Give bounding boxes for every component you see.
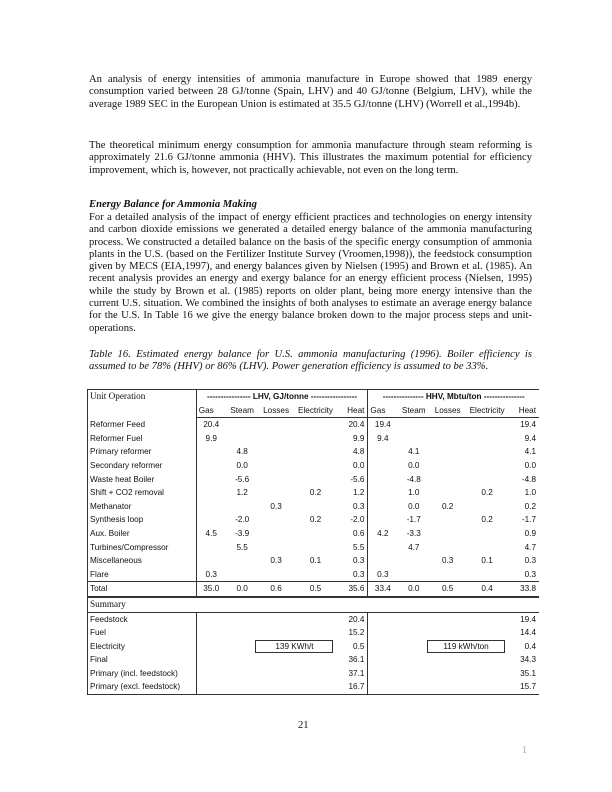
lhv-losses-cell	[259, 432, 294, 446]
col-header-steam: Steam	[397, 404, 430, 418]
col-header-losses: Losses	[430, 404, 465, 418]
lhv-steam-cell	[226, 418, 259, 432]
hhv-electricity-cell	[465, 568, 509, 582]
hhv-steam-cell: -4.8	[406, 474, 421, 484]
hhv-steam-cell: -1.7	[406, 515, 421, 525]
row-label: Miscellaneous	[88, 554, 197, 568]
lhv-electricity-cell: 0.1	[309, 556, 322, 566]
hhv-losses-cell	[430, 486, 465, 500]
paragraph-energy-balance: For a detailed analysis of the impact of energy efficient practices and technologies on energy intensity and carbon dioxide emissions we generated a detailed energy balance of the ammonia manufacturing process. We constructed a detailed balance on the basis of the specific energy consumption of ammonia plants in the U.S. (based on the Fertilizer Institute Survey (Vroomen,1998)), the feedstock consumption given by MECS (EIA,1997), and energy balances given by Nielsen (1995) and Brown et al. (1985). An recent analysis provides an energy and exergy balance for an energy efficient process (Nielsen, 1995) while the study by Brown et al. (1985) reports on older plant, being more energy intensive than the current U.S. situation. We combined the insights of both analyses to estimate an average energy balance for the U.S. In Table 16 we give the energy balance broken down to the major process steps and unit-operations.	[89, 212, 532, 334]
lhv-electricity-cell: 0.2	[309, 488, 322, 498]
hhv-steam-cell: 4.1	[408, 447, 420, 457]
lhv-summary-value: 16.7	[337, 680, 367, 694]
hhv-summary-spacer	[368, 626, 509, 640]
lhv-gas-cell	[196, 473, 225, 487]
lhv-electricity-cell	[294, 568, 338, 582]
summary-header-row	[88, 597, 540, 612]
row-label: Secondary reformer	[88, 459, 197, 473]
lhv-steam-cell: 5.5	[236, 542, 248, 552]
hhv-heat-cell: 19.4	[520, 420, 536, 430]
lhv-electricity-cell	[294, 500, 338, 514]
summary-row-label: Fuel	[88, 626, 197, 640]
page-number: 21	[298, 720, 309, 731]
lhv-gas-cell	[196, 500, 225, 514]
table-row	[88, 541, 540, 555]
summary-row	[88, 667, 540, 681]
hhv-steam-cell: 4.7	[408, 542, 420, 552]
lhv-steam-cell: 4.8	[236, 447, 248, 457]
lhv-electricity-cell	[294, 418, 338, 432]
lhv-losses-cell	[259, 418, 294, 432]
lhv-group-header: ---------------- LHV, GJ/tonne -----------------	[196, 390, 368, 404]
summary-row-label: Electricity	[88, 640, 197, 654]
table-row	[88, 459, 540, 473]
hhv-steam-cell	[397, 418, 430, 432]
lhv-losses-cell	[259, 473, 294, 487]
lhv-steam-cell	[226, 500, 259, 514]
hhv-steam-cell	[397, 554, 430, 568]
table-header-row	[88, 390, 540, 404]
hhv-heat-cell: -4.8	[521, 474, 536, 484]
hhv-summary-spacer	[368, 612, 509, 626]
paragraph-europe-energy: An analysis of energy intensities of ammonia manufacture in Europe showed that 1989 energy consumption varied between 28 GJ/tonne (Spain, LHV) and 40 GJ/tonne (Belgium, LHV), while the average 1989 SEC in the European Union is estimated at 35.5 GJ/tonne (LHV) (Worrell et al.,1994b).	[89, 74, 532, 110]
hhv-heat-cell: 0.0	[524, 460, 536, 470]
lhv-losses-cell	[259, 513, 294, 527]
hhv-losses-cell	[430, 432, 465, 446]
hhv-summary-spacer	[368, 640, 509, 654]
lhv-summary-spacer	[196, 612, 337, 626]
hhv-electricity-cell: 0.4	[465, 582, 509, 597]
lhv-heat-cell: 1.2	[353, 488, 365, 498]
row-label: Reformer Fuel	[88, 432, 197, 446]
hhv-heat-cell: 0.3	[524, 569, 536, 579]
lhv-steam-cell	[226, 554, 259, 568]
lhv-steam-cell: 0.0	[236, 460, 248, 470]
row-label: Total	[88, 582, 197, 597]
hhv-gas-cell	[368, 500, 397, 514]
row-label: Synthesis loop	[88, 513, 197, 527]
lhv-heat-cell: -5.6	[350, 474, 365, 484]
lhv-electricity-cell	[294, 445, 338, 459]
lhv-losses-cell: 0.3	[270, 556, 282, 566]
hhv-heat-cell: 0.9	[524, 528, 536, 538]
lhv-heat-cell: 35.6	[337, 582, 367, 597]
hhv-summary-value: 14.4	[520, 628, 536, 638]
lhv-electricity-cell	[294, 473, 338, 487]
col-header-heat: Heat	[509, 404, 539, 418]
summary-row	[88, 626, 540, 640]
col-header-gas: Gas	[368, 404, 397, 418]
table-row	[88, 486, 540, 500]
row-label: Shift + CO2 removal	[88, 486, 197, 500]
hhv-heat-cell: 4.1	[524, 447, 536, 457]
summary-row-label: Primary (excl. feedstock)	[88, 680, 197, 694]
lhv-summary-value: 20.4	[348, 614, 365, 624]
hhv-heat-cell: 1.0	[524, 488, 536, 498]
hhv-steam-cell: 0.0	[397, 582, 430, 597]
table-caption: Table 16. Estimated energy balance for U.S. ammonia manufacturing (1996). Boiler efficiency is assumed to be 78% (HHV) or 86% (LHV). Power generation efficiency is assumed to be 33%.	[89, 349, 532, 373]
table-row	[88, 568, 540, 582]
lhv-losses-cell: 0.3	[270, 501, 282, 511]
hhv-heat-cell: -1.7	[521, 515, 536, 525]
hhv-steam-cell: -3.3	[406, 528, 421, 538]
hhv-summary-spacer	[368, 680, 509, 694]
lhv-steam-cell	[226, 432, 259, 446]
hhv-summary-spacer	[368, 653, 509, 667]
hhv-steam-cell	[397, 432, 430, 446]
lhv-electricity-cell	[294, 459, 338, 473]
hhv-losses-cell	[430, 473, 465, 487]
summary-row-label: Final	[88, 653, 197, 667]
table-row	[88, 527, 540, 541]
paragraph-theoretical-minimum: The theoretical minimum energy consumption for ammonia manufacture through steam reforming is approximately 21.6 GJ/tonne ammonia (HHV). This illustrates the maximum potential for efficiency improvement, which is, however, not practically achievable, not even on the long term.	[89, 140, 532, 176]
lhv-losses-cell: 0.6	[259, 582, 294, 597]
hhv-heat-cell: 33.8	[509, 582, 539, 597]
row-label: Primary reformer	[88, 445, 197, 459]
section-heading: Energy Balance for Ammonia Making	[89, 199, 257, 210]
lhv-steam-cell: 0.0	[226, 582, 259, 597]
hhv-summary-value: 15.7	[509, 680, 539, 694]
lhv-electricity-cell	[294, 432, 338, 446]
summary-row	[88, 640, 540, 654]
lhv-heat-cell: 5.5	[353, 542, 365, 552]
hhv-losses-cell: 0.3	[441, 556, 454, 566]
lhv-gas-cell	[196, 459, 225, 473]
summary-row	[88, 653, 540, 667]
lhv-summary-value: 36.1	[348, 655, 365, 665]
hhv-losses-cell: 0.5	[430, 582, 465, 597]
lhv-gas-cell	[196, 513, 225, 527]
lhv-electricity-cell: 0.5	[294, 582, 338, 597]
lhv-gas-cell: 9.9	[205, 433, 217, 443]
hhv-steam-cell: 1.0	[408, 488, 420, 498]
lhv-steam-cell: 1.2	[236, 488, 248, 498]
hhv-gas-cell	[368, 486, 397, 500]
hhv-steam-cell: 0.0	[408, 501, 420, 511]
hhv-heat-cell: 9.4	[524, 433, 536, 443]
lhv-summary-spacer	[196, 626, 337, 640]
row-label: Aux. Boiler	[88, 527, 197, 541]
table-row	[88, 513, 540, 527]
lhv-heat-cell: 20.4	[348, 420, 365, 430]
col-header-electricity: Electricity	[465, 404, 509, 418]
lhv-summary-spacer	[196, 680, 337, 694]
lhv-gas-cell: 20.4	[203, 420, 220, 430]
lhv-losses-cell	[259, 459, 294, 473]
hhv-gas-cell	[368, 473, 397, 487]
row-label: Turbines/Compressor	[88, 541, 197, 555]
lhv-steam-cell	[226, 568, 259, 582]
lhv-gas-cell	[196, 541, 225, 555]
col-header-gas: Gas	[196, 404, 225, 418]
lhv-heat-cell: 4.8	[353, 447, 365, 457]
hhv-group-header: --------------- HHV, Mbtu/ton ---------------	[368, 390, 539, 404]
hhv-losses-cell	[430, 568, 465, 582]
lhv-steam-cell: -5.6	[235, 474, 250, 484]
hhv-heat-cell: 0.3	[524, 556, 536, 566]
hhv-losses-cell	[430, 445, 465, 459]
lhv-summary-value: 15.2	[348, 628, 365, 638]
energy-balance-table	[87, 389, 539, 695]
summary-label: Summary	[88, 597, 540, 612]
lhv-summary-spacer	[196, 653, 337, 667]
lhv-losses-cell	[259, 445, 294, 459]
hhv-losses-cell	[430, 418, 465, 432]
lhv-electricity-cell	[294, 541, 338, 555]
lhv-losses-cell	[259, 527, 294, 541]
unit-operation-header: Unit Operation	[88, 390, 197, 418]
lhv-summary-value: 0.5	[353, 641, 365, 651]
hhv-electricity-cell: 0.2	[481, 488, 493, 498]
row-label: Reformer Feed	[88, 418, 197, 432]
summary-row-label: Feedstock	[88, 612, 197, 626]
lhv-summary-spacer	[196, 640, 337, 654]
lhv-heat-cell: -2.0	[350, 515, 365, 525]
table-row	[88, 500, 540, 514]
lhv-gas-cell: 35.0	[196, 582, 225, 597]
hhv-electricity-cell: 0.2	[481, 515, 493, 525]
hhv-gas-cell	[368, 445, 397, 459]
lhv-losses-cell	[259, 486, 294, 500]
hhv-electricity-cell	[465, 432, 509, 446]
summary-row	[88, 612, 540, 626]
hhv-losses-cell	[430, 541, 465, 555]
lhv-gas-cell	[196, 445, 225, 459]
hhv-steam-cell	[397, 568, 430, 582]
hhv-gas-cell: 19.4	[368, 418, 397, 432]
lhv-gas-cell	[196, 486, 225, 500]
lhv-heat-cell: 0.0	[353, 460, 365, 470]
table-row	[88, 445, 540, 459]
hhv-summary-spacer	[368, 667, 509, 681]
hhv-gas-cell: 0.3	[368, 568, 397, 582]
row-label: Flare	[88, 568, 197, 582]
hhv-electricity-cell	[465, 473, 509, 487]
lhv-steam-cell: -3.9	[235, 528, 250, 538]
table-row	[88, 473, 540, 487]
table-row	[88, 554, 540, 568]
lhv-losses-cell	[259, 568, 294, 582]
lhv-losses-cell	[259, 541, 294, 555]
col-header-steam: Steam	[226, 404, 259, 418]
lhv-summary-value: 37.1	[348, 668, 365, 678]
hhv-electricity-cell	[465, 541, 509, 555]
hhv-losses-cell	[430, 513, 465, 527]
hhv-gas-cell	[368, 459, 397, 473]
hhv-summary-value: 0.4	[524, 641, 536, 651]
hhv-heat-cell: 0.2	[524, 501, 536, 511]
row-label: Waste heat Boiler	[88, 473, 197, 487]
table-row	[88, 432, 540, 446]
lhv-heat-cell: 0.3	[353, 501, 365, 511]
total-row	[88, 582, 540, 597]
lhv-heat-cell: 9.9	[353, 433, 365, 443]
summary-row	[88, 680, 540, 694]
lhv-heat-cell: 0.3	[353, 569, 365, 579]
hhv-losses-cell	[430, 527, 465, 541]
hhv-electricity-cell	[465, 418, 509, 432]
summary-row-label: Primary (incl. feedstock)	[88, 667, 197, 681]
lhv-electricity-kwh-box: 139 KWh/t	[255, 640, 333, 653]
hhv-steam-cell: 0.0	[408, 460, 420, 470]
hhv-electricity-cell	[465, 527, 509, 541]
hhv-gas-cell: 4.2	[368, 527, 397, 541]
lhv-gas-cell: 0.3	[205, 569, 217, 579]
lhv-electricity-cell	[294, 527, 338, 541]
hhv-gas-cell	[368, 541, 397, 555]
hhv-gas-cell: 9.4	[368, 432, 397, 446]
lhv-summary-spacer	[196, 667, 337, 681]
sheet-number: 1	[522, 745, 527, 756]
lhv-gas-cell: 4.5	[205, 528, 217, 538]
hhv-losses-cell	[430, 459, 465, 473]
hhv-losses-cell: 0.2	[441, 501, 454, 511]
hhv-gas-cell: 33.4	[368, 582, 397, 597]
hhv-heat-cell: 4.7	[524, 542, 536, 552]
table-row	[88, 418, 540, 432]
hhv-gas-cell	[368, 554, 397, 568]
col-header-electricity: Electricity	[294, 404, 338, 418]
lhv-steam-cell: -2.0	[235, 515, 250, 525]
hhv-electricity-cell: 0.1	[481, 556, 493, 566]
hhv-electricity-cell	[465, 500, 509, 514]
hhv-summary-value: 19.4	[520, 614, 536, 624]
lhv-heat-cell: 0.3	[353, 556, 365, 566]
hhv-electricity-cell	[465, 445, 509, 459]
col-header-heat: Heat	[337, 404, 367, 418]
lhv-electricity-cell: 0.2	[309, 515, 322, 525]
row-label: Methanator	[88, 500, 197, 514]
hhv-gas-cell	[368, 513, 397, 527]
lhv-heat-cell: 0.6	[353, 528, 365, 538]
col-header-losses: Losses	[259, 404, 294, 418]
hhv-summary-value: 34.3	[520, 655, 536, 665]
hhv-electricity-kwh-box: 119 kWh/ton	[427, 640, 505, 653]
lhv-gas-cell	[196, 554, 225, 568]
hhv-summary-value: 35.1	[520, 668, 536, 678]
hhv-electricity-cell	[465, 459, 509, 473]
